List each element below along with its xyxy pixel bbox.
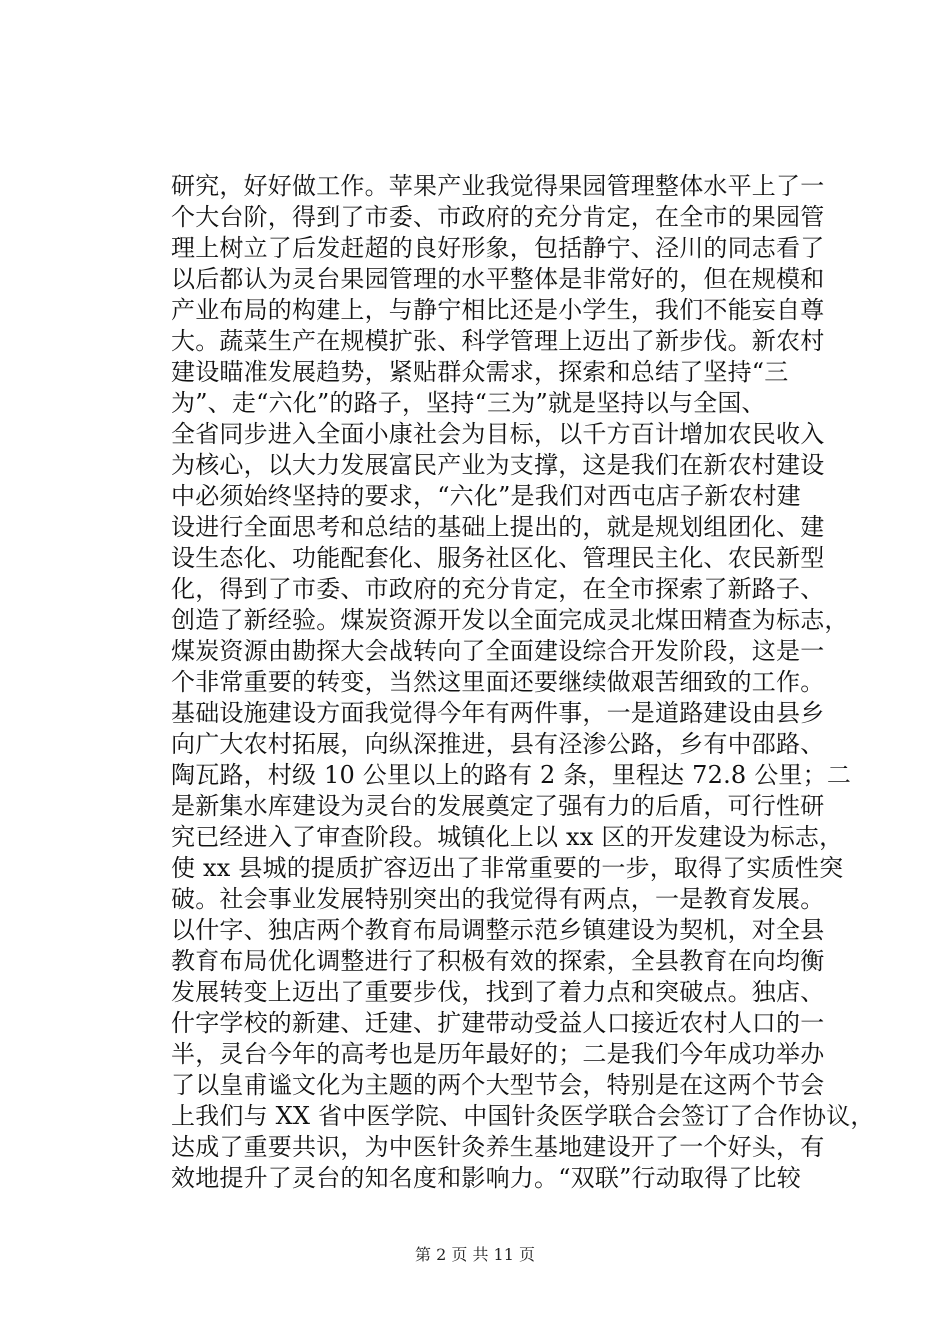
page-number-label: 第 2 页 共 11 页 [415, 1245, 535, 1264]
text-line: 向广大农村拓展，向纵深推进，县有泾渗公路，乡有中邵路、 [171, 730, 825, 758]
text-line: 什字学校的新建、迁建、扩建带动受益人口接近农村人口的一 [171, 1009, 825, 1037]
text-line: 化，得到了市委、市政府的充分肯定，在全市探索了新路子、 [171, 575, 825, 603]
text-line: 教育布局优化调整进行了积极有效的探索，全县教育在向均衡 [171, 947, 825, 975]
text-line: 使 xx 县城的提质扩容迈出了非常重要的一步，取得了实质性突 [171, 854, 844, 882]
text-line: 创造了新经验。煤炭资源开发以全面完成灵北煤田精查为标志， [171, 606, 849, 634]
body-text [171, 171, 875, 1194]
text-line: 研究，好好做工作。苹果产业我觉得果园管理整体水平上了一 [171, 172, 825, 200]
text-line: 以什字、独店两个教育布局调整示范乡镇建设为契机，对全县 [171, 916, 825, 944]
text-line: 全省同步进入全面小康社会为目标，以千方百计增加农民收入 [171, 420, 825, 448]
text-line: 达成了重要共识，为中医针灸养生基地建设开了一个好头，有 [171, 1133, 825, 1161]
text-line: 设进行全面思考和总结的基础上提出的，就是规划组团化、建 [171, 513, 825, 541]
text-line: 个非常重要的转变，当然这里面还要继续做艰苦细致的工作。 [171, 668, 825, 696]
text-line: 是新集水库建设为灵台的发展奠定了强有力的后盾，可行性研 [171, 792, 825, 820]
text-line: 中必须始终坚持的要求，“六化”是我们对西屯店子新农村建 [171, 482, 801, 510]
text-line: 设生态化、功能配套化、服务社区化、管理民主化、农民新型 [171, 544, 825, 572]
text-line: 煤炭资源由勘探大会战转向了全面建设综合开发阶段，这是一 [171, 637, 825, 665]
text-line: 效地提升了灵台的知名度和影响力。“双联”行动取得了比较 [171, 1164, 801, 1192]
text-line: 破。社会事业发展特别突出的我觉得有两点，一是教育发展。 [171, 885, 825, 913]
text-line: 以后都认为灵台果园管理的水平整体是非常好的，但在规模和 [171, 265, 825, 293]
text-line: 了以皇甫谧文化为主题的两个大型节会，特别是在这两个节会 [171, 1071, 825, 1099]
text-line: 产业布局的构建上，与静宁相比还是小学生，我们不能妄自尊 [171, 296, 825, 324]
text-line: 半，灵台今年的高考也是历年最好的；二是我们今年成功举办 [171, 1040, 825, 1068]
text-line: 建设瞄准发展趋势，紧贴群众需求，探索和总结了坚持“三 [171, 358, 789, 386]
page-footer [0, 1245, 950, 1265]
text-line: 大。蔬菜生产在规模扩张、科学管理上迈出了新步伐。新农村 [171, 327, 825, 355]
text-line: 为”、走“六化”的路子，坚持“三为”就是坚持以与全国、 [171, 389, 766, 417]
text-line: 究已经进入了审查阶段。城镇化上以 xx 区的开发建设为标志， [171, 823, 844, 851]
text-line: 基础设施建设方面我觉得今年有两件事，一是道路建设由县乡 [171, 699, 825, 727]
text-line: 个大台阶，得到了市委、市政府的充分肯定，在全市的果园管 [171, 203, 825, 231]
text-line: 发展转变上迈出了重要步伐，找到了着力点和突破点。独店、 [171, 978, 825, 1006]
text-line: 陶瓦路，村级 10 公里以上的路有 2 条，里程达 72.8 公里；二 [171, 761, 852, 789]
text-line: 上我们与 XX 省中医学院、中国针灸医学联合会签订了合作协议， [171, 1102, 875, 1130]
text-line: 理上树立了后发赶超的良好形象，包括静宁、泾川的同志看了 [171, 234, 825, 262]
text-line: 为核心，以大力发展富民产业为支撑，这是我们在新农村建设 [171, 451, 825, 479]
